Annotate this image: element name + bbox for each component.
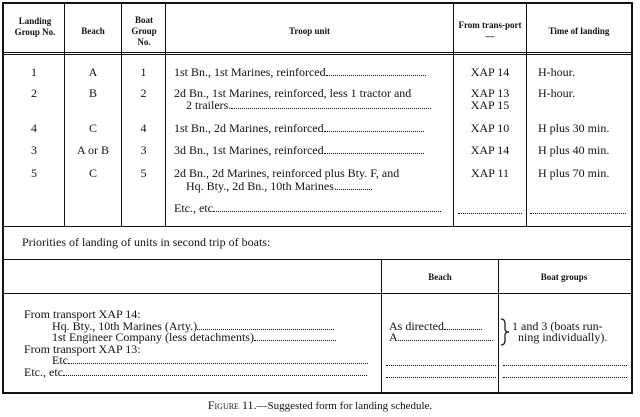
table2-boat-groups-line1: 1 and 3 (boats run-	[512, 319, 603, 333]
table2-top-rule	[4, 259, 631, 260]
row2-landing-group: 2	[31, 86, 37, 100]
table2-line-etc: Etc	[52, 354, 368, 367]
col-divider-1	[64, 4, 65, 226]
row1-troop-unit: 1st Bn., 1st Marines, reinforced	[174, 66, 426, 79]
row3-time: H plus 30 min.	[538, 121, 610, 135]
row5-landing-group: 5	[31, 166, 37, 180]
table2-boat-groups-line2: ning individually).	[518, 330, 608, 344]
header-landing-group: Landing Group No.	[14, 16, 56, 37]
table2-beach-a: A	[389, 331, 493, 344]
right-brace-icon	[500, 318, 510, 346]
header-bottom-rule-2	[4, 54, 631, 55]
table2-header-beach: Beach	[428, 272, 452, 282]
row3-boat-group: 4	[140, 121, 147, 135]
row3-transport: XAP 10	[470, 121, 510, 135]
row5-beach: C	[88, 166, 97, 180]
row5-time: H plus 70 min.	[538, 166, 610, 180]
header-time: Time of landing	[548, 26, 610, 36]
header-boat-group: Boat Group No.	[131, 15, 157, 47]
header-beach: Beach	[81, 26, 105, 36]
table2-line-etc-etc: Etc., etc	[24, 366, 367, 379]
col-divider-5	[526, 4, 527, 226]
table2-boat-etc-dots-2	[503, 377, 627, 378]
row2-beach: B	[88, 86, 97, 100]
row5-troop-unit-line2: Hq. Bty., 2d Bn., 10th Marines.	[186, 180, 372, 193]
row1-landing-group: 1	[31, 65, 37, 79]
row4-transport: XAP 14	[470, 143, 510, 157]
table2-line-engineer: 1st Engineer Company (less detachments)	[52, 331, 336, 344]
figure-caption	[0, 398, 640, 413]
table2-boat-etc-dots	[503, 365, 627, 366]
col-divider-2	[121, 4, 122, 226]
row1-transport: XAP 14	[470, 65, 510, 79]
row2-transport-line1: XAP 13	[470, 86, 510, 100]
table2-line-xap13: From transport XAP 13:	[24, 342, 141, 356]
row3-troop-unit: 1st Bn., 2d Marines, reinforced	[174, 122, 424, 135]
row2-boat-group: 2	[140, 86, 147, 100]
row2-time: H-hour.	[538, 86, 575, 100]
table1-etc: Etc., etc	[174, 202, 441, 215]
table2-header-boat-groups: Boat groups	[540, 272, 588, 282]
row4-time: H plus 40 min.	[538, 143, 610, 157]
figure-label: Figure 11.	[207, 398, 257, 412]
col-divider-4	[453, 4, 454, 226]
table2-header-rule	[4, 293, 631, 294]
row5-troop-unit-line1: 2d Bn., 2d Marines, reinforced plus Bty. F, and	[174, 166, 400, 180]
row4-landing-group: 3	[31, 143, 37, 157]
col-divider-3	[165, 4, 166, 226]
figure-caption-text: —Suggested form for landing schedule.	[256, 400, 433, 412]
row4-boat-group: 3	[140, 143, 147, 157]
row5-transport: XAP 11	[470, 166, 510, 180]
header-troop-unit: Troop unit	[289, 26, 330, 36]
header-from-transport: From trans-port—	[458, 20, 522, 41]
table2-beach-as-directed: As directed	[389, 320, 482, 333]
table2-beach-etc-dots-2	[386, 377, 496, 378]
row3-landing-group: 4	[31, 121, 37, 135]
row4-troop-unit: 3d Bn., 1st Marines, reinforced	[174, 144, 424, 157]
table2-line-hq-bty: Hq. Bty., 10th Marines (Arty.)	[52, 320, 334, 333]
row2-troop-unit-line2: 2 trailers.	[186, 99, 431, 112]
transport-etc-dots	[458, 213, 522, 214]
table2-line-xap14: From transport XAP 14:	[24, 307, 141, 321]
table2-beach-etc-dots	[386, 365, 496, 366]
row3-beach: C	[88, 121, 97, 135]
row1-beach: A	[88, 65, 98, 79]
priorities-title: Priorities of landing of units in second trip of boats:	[22, 235, 271, 249]
row2-transport-line2: XAP 15	[470, 98, 510, 112]
header-bottom-rule	[4, 52, 631, 53]
row5-boat-group: 5	[140, 166, 147, 180]
time-etc-dots	[530, 213, 626, 214]
row1-boat-group: 1	[140, 65, 147, 79]
row1-time: H-hour.	[538, 65, 575, 79]
row4-beach: A or B	[76, 143, 109, 157]
table1-bottom-rule	[4, 226, 631, 227]
row2-troop-unit-line1: 2d Bn., 1st Marines, reinforced, less 1 tractor and	[174, 86, 412, 100]
